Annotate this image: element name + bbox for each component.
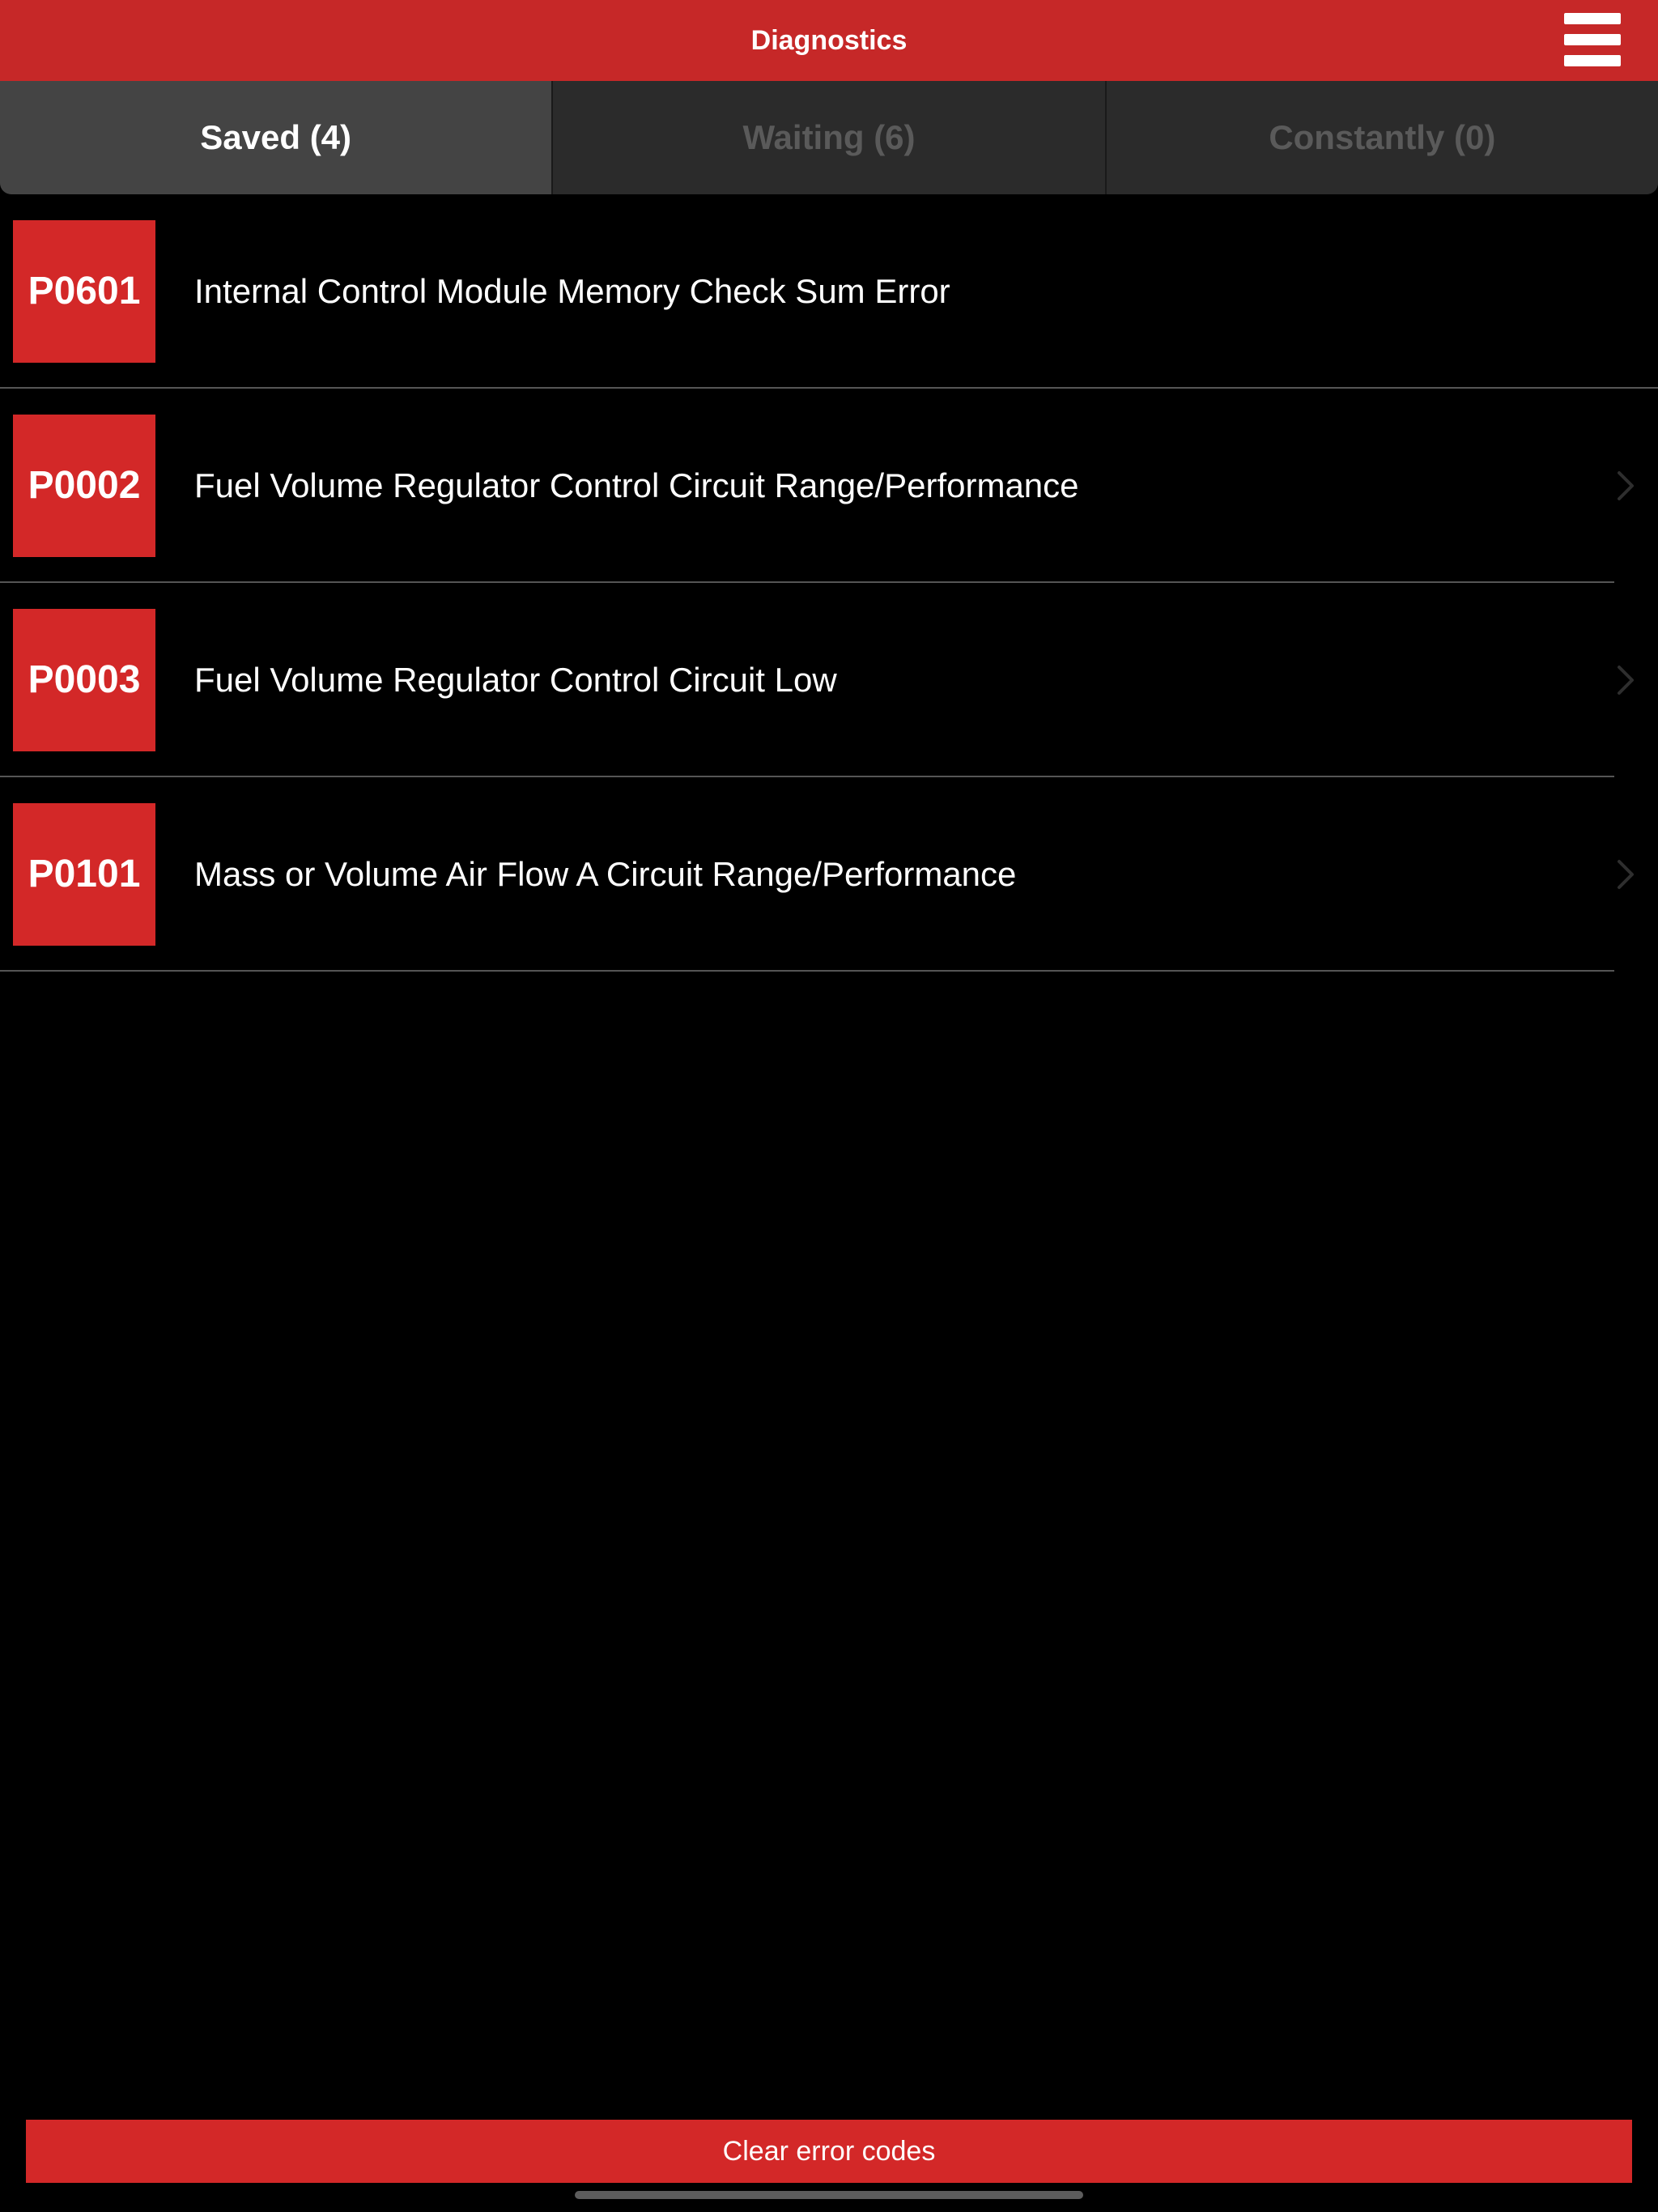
menu-bar-bottom <box>1564 55 1621 66</box>
clear-error-codes-button[interactable]: Clear error codes <box>26 2120 1632 2183</box>
error-description: Fuel Volume Regulator Control Circuit Range/Performance <box>194 466 1079 504</box>
error-code-badge: P0002 <box>13 415 155 557</box>
list-item[interactable] <box>0 389 1658 583</box>
error-description: Internal Control Module Memory Check Sum Error <box>194 272 950 310</box>
tab-saved[interactable]: Saved (4) <box>0 81 553 194</box>
menu-bar-top <box>1564 13 1621 24</box>
error-code-badge: P0601 <box>13 220 155 363</box>
header-bar <box>0 0 1658 81</box>
list-item[interactable] <box>0 583 1658 777</box>
home-indicator[interactable] <box>575 2191 1083 2199</box>
hamburger-menu-icon[interactable] <box>1562 11 1622 70</box>
page-title: Diagnostics <box>750 25 908 56</box>
chevron-right-icon <box>1614 662 1637 698</box>
menu-bar-middle <box>1564 34 1621 45</box>
tab-constantly[interactable]: Constantly (0) <box>1107 81 1658 194</box>
error-code-badge: P0101 <box>13 803 155 946</box>
error-description: Fuel Volume Regulator Control Circuit Low <box>194 661 837 699</box>
list-item[interactable] <box>0 777 1658 972</box>
tab-waiting[interactable]: Waiting (6) <box>553 81 1106 194</box>
error-code-badge: P0003 <box>13 609 155 751</box>
row-divider <box>0 970 1614 972</box>
chevron-right-icon <box>1614 468 1637 504</box>
list-item[interactable] <box>0 194 1658 389</box>
error-description: Mass or Volume Air Flow A Circuit Range/Performance <box>194 855 1017 893</box>
chevron-right-icon <box>1614 857 1637 892</box>
error-code-list <box>0 194 1658 972</box>
tab-bar <box>0 81 1658 194</box>
